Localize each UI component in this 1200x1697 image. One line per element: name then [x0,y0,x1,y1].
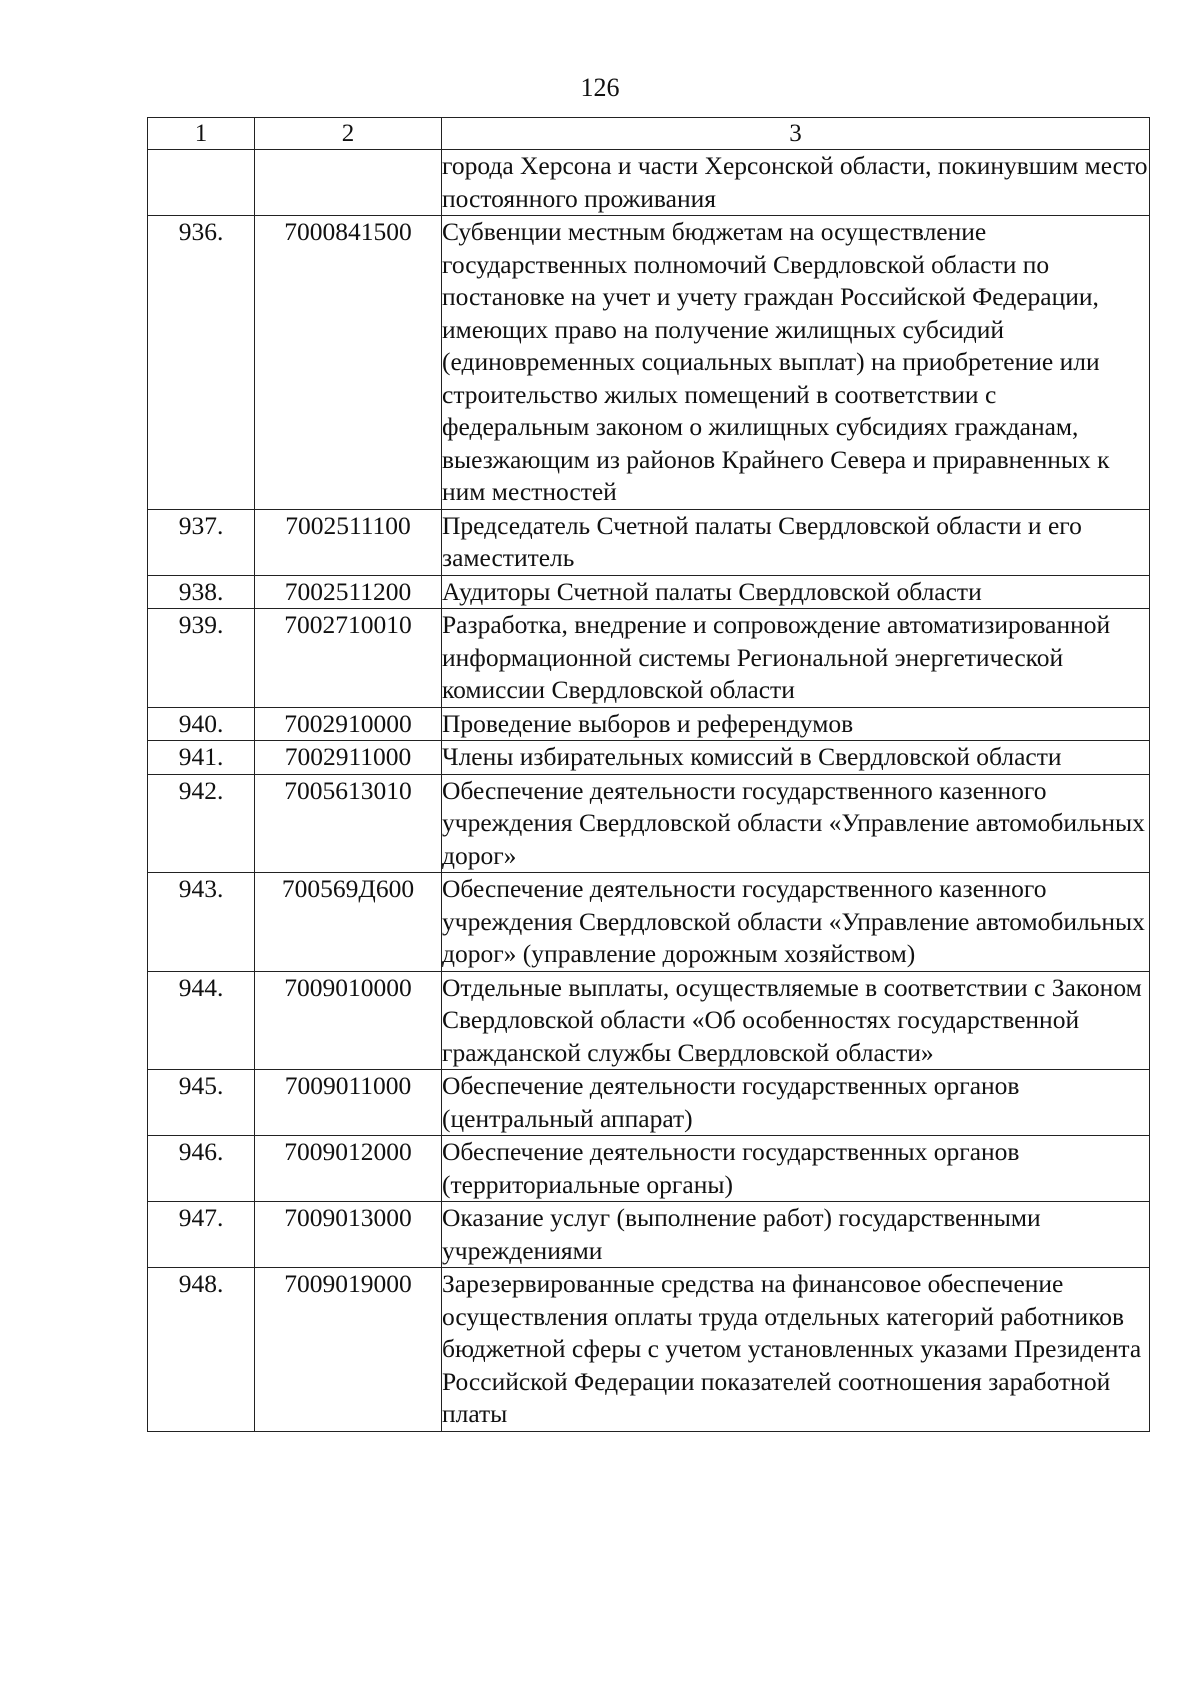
row-code: 7002511100 [255,509,442,575]
row-description: Обеспечение деятельности государственного казенного учреждения Свердловской области «Управление автомобильных дорог» (управление дорожным хозяйством) [442,873,1150,972]
row-description: Зарезервированные средства на финансовое обеспечение осуществления оплаты труда отдельных категорий работников бюджетной сферы с учетом установленных указами Президента Российской Федерации показателей соотношения заработной платы [442,1268,1150,1432]
row-number [148,150,255,216]
table-row [148,1070,1150,1136]
table-row [148,575,1150,609]
row-number: 942. [148,774,255,873]
row-description: Обеспечение деятельности государственного казенного учреждения Свердловской области «Управление автомобильных дорог» [442,774,1150,873]
row-number: 936. [148,216,255,510]
table-row [148,707,1150,741]
header-row [148,118,1150,150]
row-number: 940. [148,707,255,741]
row-code: 7002910000 [255,707,442,741]
row-number: 948. [148,1268,255,1432]
row-code: 7009013000 [255,1202,442,1268]
row-number: 938. [148,575,255,609]
row-code: 700569Д600 [255,873,442,972]
row-code: 7002710010 [255,609,442,708]
row-code: 7009019000 [255,1268,442,1432]
row-description: Обеспечение деятельности государственных органов (территориальные органы) [442,1136,1150,1202]
row-number: 937. [148,509,255,575]
row-description: города Херсона и части Херсонской области, покинувшим место постоянного проживания [442,150,1150,216]
header-col-3: 3 [442,118,1150,150]
table-body [148,150,1150,1432]
row-description: Разработка, внедрение и сопровождение автоматизированной информационной системы Региональной энергетической комиссии Свердловской области [442,609,1150,708]
row-description: Аудиторы Счетной палаты Свердловской области [442,575,1150,609]
row-code [255,150,442,216]
row-code: 7005613010 [255,774,442,873]
row-number: 946. [148,1136,255,1202]
table-row [148,216,1150,510]
table-row [148,150,1150,216]
table-row [148,509,1150,575]
table-row [148,774,1150,873]
row-number: 945. [148,1070,255,1136]
row-description: Проведение выборов и референдумов [442,707,1150,741]
header-col-1: 1 [148,118,255,150]
table-row [148,1268,1150,1432]
row-number: 943. [148,873,255,972]
row-description: Отдельные выплаты, осуществляемые в соответствии с Законом Свердловской области «Об особенностях государственной гражданской службы Свердловской области» [442,971,1150,1070]
row-number: 939. [148,609,255,708]
row-description: Обеспечение деятельности государственных органов (центральный аппарат) [442,1070,1150,1136]
row-number: 947. [148,1202,255,1268]
row-description: Председатель Счетной палаты Свердловской области и его заместитель [442,509,1150,575]
table-row [148,1136,1150,1202]
row-number: 944. [148,971,255,1070]
row-number: 941. [148,741,255,775]
table-row [148,971,1150,1070]
row-code: 7009011000 [255,1070,442,1136]
row-code: 7002511200 [255,575,442,609]
row-code: 7000841500 [255,216,442,510]
table-row [148,1202,1150,1268]
row-code: 7009012000 [255,1136,442,1202]
row-description: Субвенции местным бюджетам на осуществление государственных полномочий Свердловской области по постановке на учет и учету граждан Российской Федерации, имеющих право на получение жилищных субсидий (единовременных социальных выплат) на приобретение или строительство жилых помещений в соответствии с федеральным законом о жилищных субсидиях гражданам, выезжающим из районов Крайнего Севера и приравненных к ним местностей [442,216,1150,510]
row-description: Оказание услуг (выполнение работ) государственными учреждениями [442,1202,1150,1268]
page-number: 126 [580,73,620,102]
row-code: 7002911000 [255,741,442,775]
table-row [148,741,1150,775]
budget-codes-table [147,117,1150,1432]
table-header [148,118,1150,150]
row-description: Члены избирательных комиссий в Свердловской области [442,741,1150,775]
header-col-2: 2 [255,118,442,150]
table-row [148,873,1150,972]
table-row [148,609,1150,708]
row-code: 7009010000 [255,971,442,1070]
